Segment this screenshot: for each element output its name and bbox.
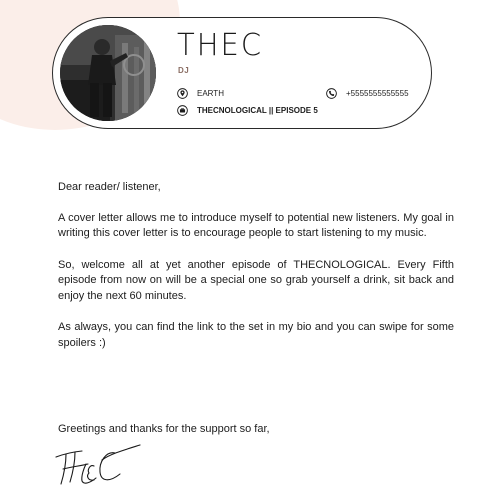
letter-paragraph-2: So, welcome all at yet another episode of THECNOLOGICAL. Every Fifth episode from now on will be a special one so grab yourself a drink, sit back and enjoy the next 60 minutes. <box>58 258 454 302</box>
profile-name: THEC <box>177 26 264 63</box>
phone-row <box>326 88 409 99</box>
letter-paragraph-1: A cover letter allows me to introduce myself to potential new listeners. My goal in writing this cover letter is to encourage people to start listening to my music. <box>58 211 454 239</box>
avatar <box>60 25 156 121</box>
profile-role: DJ <box>178 66 190 75</box>
avatar-photo <box>60 25 156 121</box>
location-text: EARTH <box>197 89 224 98</box>
letter-paragraph-3: As always, you can find the link to the set in my bio and you can swipe for some spoilers :) <box>58 321 454 349</box>
episode-row <box>177 105 318 116</box>
phone-icon <box>326 88 337 99</box>
signature <box>54 440 144 495</box>
location-row <box>177 88 224 99</box>
profile-header <box>52 17 432 129</box>
letter-greeting: Dear reader/ listener, <box>58 181 161 193</box>
phone-text: +5555555555555 <box>346 89 409 98</box>
podcast-icon <box>177 105 188 116</box>
signature-image <box>54 440 144 490</box>
letter-closing: Greetings and thanks for the support so far, <box>58 423 270 435</box>
episode-text: THECNOLOGICAL || EPISODE 5 <box>197 106 318 115</box>
letter-body <box>58 180 454 367</box>
map-pin-icon <box>177 88 188 99</box>
